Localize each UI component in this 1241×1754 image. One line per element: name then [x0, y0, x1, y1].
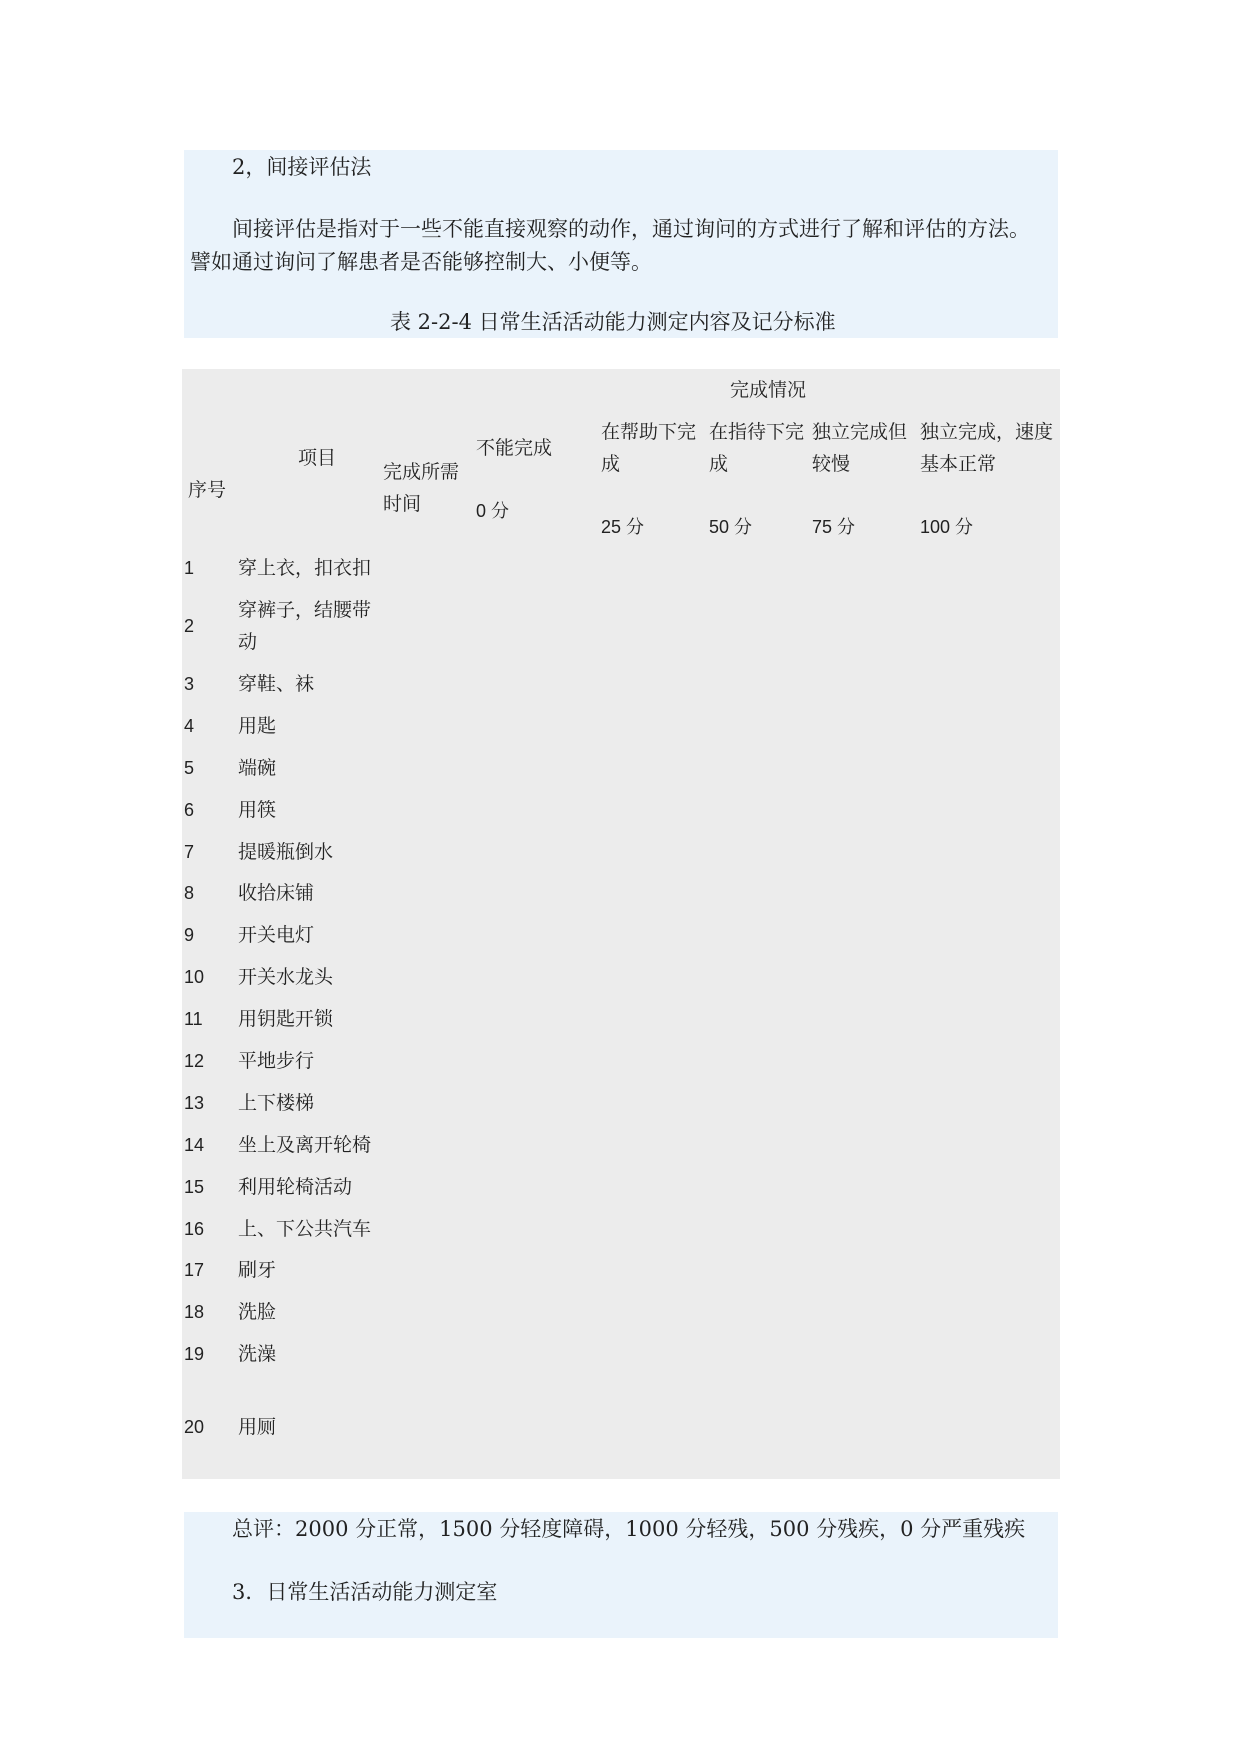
row-1-item: 穿上衣，扣衣扣 — [238, 557, 372, 579]
row-7-no: 7 — [184, 842, 195, 862]
paragraph-line-1: 间接评估是指对于一些不能直接观察的动作，通过询问的方式进行了解和评估的方法。 — [232, 217, 1030, 241]
row-11-item: 用钥匙开锁 — [238, 1008, 334, 1030]
header-cannot: 不能完成 — [476, 437, 553, 459]
row-14-no: 14 — [184, 1135, 205, 1155]
row-18-item: 洗脸 — [238, 1301, 277, 1323]
row-6-item: 用筷 — [238, 799, 277, 821]
section-heading: 2，间接评估法 — [232, 155, 372, 179]
row-7-item: 提暖瓶倒水 — [238, 841, 334, 863]
paragraph-line-2: 譬如通过询问了解患者是否能够控制大、小便等。 — [190, 250, 652, 274]
header-slow-line1: 独立完成但 — [812, 421, 908, 443]
summary-text: 总评：2000 分正常，1500 分轻度障碍，1000 分轻残，500 分残疾，0 分严重残疾 — [232, 1517, 1026, 1541]
header-time-line2: 时间 — [383, 493, 422, 515]
row-2-item: 穿裤子，结腰带 — [238, 599, 372, 621]
row-17-item: 刷牙 — [238, 1259, 277, 1281]
row-13-no: 13 — [184, 1093, 205, 1113]
header-helped-score: 25 分 — [601, 517, 645, 537]
row-6-no: 6 — [184, 800, 195, 820]
header-guided-line2: 成 — [709, 453, 729, 475]
header-completion-group: 完成情况 — [730, 379, 807, 401]
header-helped-line1: 在帮助下完 — [601, 421, 697, 443]
header-seq: 序号 — [188, 479, 227, 501]
row-5-item: 端碗 — [238, 757, 277, 779]
header-helped-line2: 成 — [601, 453, 621, 475]
row-20-item: 用厕 — [238, 1416, 277, 1438]
row-3-item: 穿鞋、袜 — [238, 673, 315, 695]
row-2-no: 2 — [184, 616, 195, 636]
row-12-item: 平地步行 — [238, 1050, 315, 1072]
header-time-line1: 完成所需 — [383, 461, 460, 483]
row-8-item: 收拾床铺 — [238, 882, 315, 904]
row-18-no: 18 — [184, 1302, 205, 1322]
row-16-no: 16 — [184, 1219, 205, 1239]
header-cannot-score: 0 分 — [476, 501, 510, 521]
row-11-no: 11 — [184, 1009, 203, 1029]
row-14-item: 坐上及离开轮椅 — [238, 1134, 372, 1156]
row-12-no: 12 — [184, 1051, 205, 1071]
row-3-no: 3 — [184, 674, 195, 694]
row-8-no: 8 — [184, 883, 195, 903]
row-15-no: 15 — [184, 1177, 205, 1197]
row-13-item: 上下楼梯 — [238, 1092, 315, 1114]
row-5-no: 5 — [184, 758, 195, 778]
row-16-item: 上、下公共汽车 — [238, 1218, 372, 1240]
row-10-item: 开关水龙头 — [238, 966, 334, 988]
row-19-no: 19 — [184, 1344, 205, 1364]
row-2-item-line2: 动 — [238, 631, 258, 653]
header-slow-line2: 较慢 — [812, 453, 851, 475]
row-9-item: 开关电灯 — [238, 924, 315, 946]
header-normal-score: 100 分 — [920, 517, 974, 537]
section-3-heading: 3．日常生活活动能力测定室 — [232, 1580, 498, 1604]
row-17-no: 17 — [184, 1260, 205, 1280]
row-10-no: 10 — [184, 967, 205, 987]
row-4-item: 用匙 — [238, 715, 277, 737]
header-normal-line1: 独立完成，速度 — [920, 421, 1054, 443]
row-4-no: 4 — [184, 716, 195, 736]
header-slow-score: 75 分 — [812, 517, 856, 537]
header-guided-line1: 在指待下完 — [709, 421, 805, 443]
row-9-no: 9 — [184, 925, 195, 945]
header-guided-score: 50 分 — [709, 517, 753, 537]
row-1-no: 1 — [184, 558, 195, 578]
row-20-no: 20 — [184, 1417, 205, 1437]
header-item: 项目 — [298, 447, 337, 469]
table-caption: 表 2-2-4 日常生活活动能力测定内容及记分标准 — [390, 310, 836, 334]
header-normal-line2: 基本正常 — [920, 453, 997, 475]
row-19-item: 洗澡 — [238, 1343, 277, 1365]
row-15-item: 利用轮椅活动 — [238, 1176, 353, 1198]
